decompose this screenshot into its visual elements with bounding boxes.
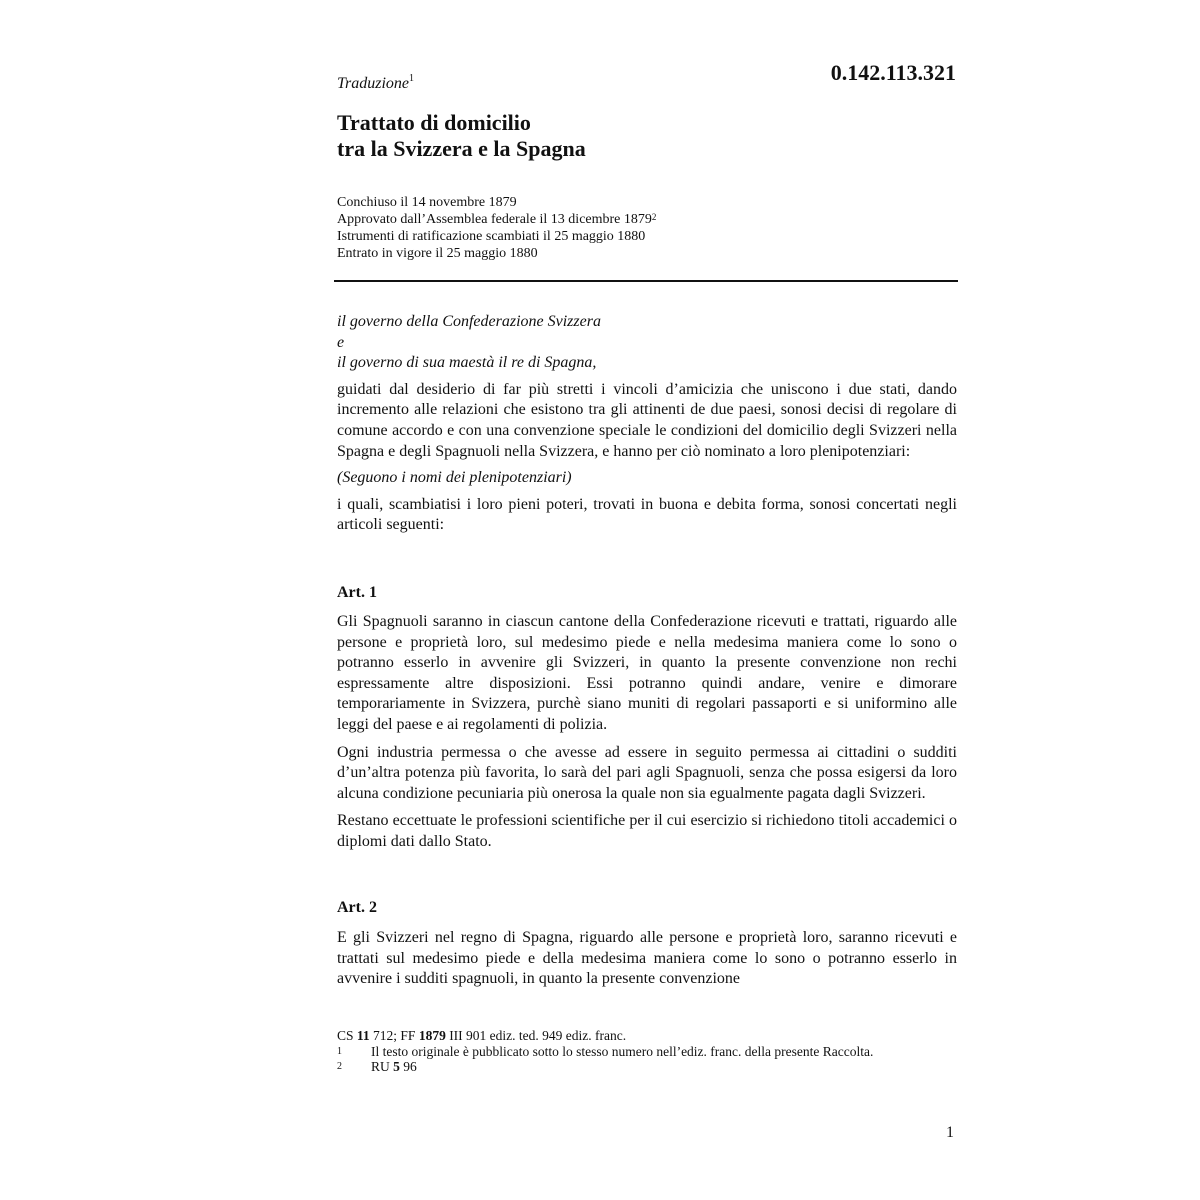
- header-divider: [334, 280, 958, 282]
- preamble-party-1: il governo della Confederazione Svizzera: [337, 313, 601, 330]
- footnotes: [337, 1028, 957, 1075]
- article-1-paragraph-3: Restano eccettuate le professioni scientifiche per il cui esercizio si richiedono titoli accademici o diplomi dati dallo Stato.: [337, 812, 957, 850]
- preamble-party-2: il governo di sua maestà il re di Spagna,: [337, 354, 597, 372]
- date-ratification: Istrumenti di ratificazione scambiati il 25 maggio 1880: [337, 229, 646, 244]
- date-approved-text: Approvato dall’Assemblea federale il 13 dicembre 1879: [337, 212, 652, 227]
- preamble-plenipotentiaries: (Seguono i nomi dei plenipotenziari): [337, 469, 572, 487]
- date-concluded: Conchiuso il 14 novembre 1879: [337, 195, 517, 210]
- article-1-paragraph-1: Gli Spagnuoli saranno in ciascun cantone della Confederazione ricevuti e trattati, riguardo alle persone e proprietà loro, sul medesimo piede e nella medesima maniera come lo sono o potranno esserlo in avvenire gli Svizzeri, in quanto la presente convenzione non rechi espressamente altre disposizioni. Essi potranno quindi andare, venire e dimorare temporariamente in Svizzera, purchè siano muniti di regolari passaporti e si uniformino alle leggi del paese e ai regolamenti di polizia.: [337, 613, 957, 733]
- article-2-body: [337, 928, 957, 990]
- article-2-heading: Art. 2: [337, 899, 377, 916]
- footnote-2-volume: 5: [393, 1059, 400, 1074]
- footnote-ref-1[interactable]: 1: [409, 73, 415, 84]
- date-approved: [337, 211, 656, 228]
- date-in-force: Entrato in vigore il 25 maggio 1880: [337, 246, 538, 261]
- source-year: 1879: [418, 1028, 446, 1043]
- footnote-1-text: Il testo originale è pubblicato sotto lo stesso numero nell’ediz. franc. della presente Raccolta.: [371, 1043, 874, 1059]
- source-suffix: III 901 ediz. ted. 949 ediz. franc.: [445, 1028, 627, 1043]
- title-line-2: tra la Svizzera e la Spagna: [337, 136, 586, 161]
- title-line-1: Trattato di domicilio: [337, 110, 531, 135]
- article-1-paragraph-2: Ogni industria permessa o che avesse ad essere in seguito permessa ai cittadini o sudditi d’un’altra potenza più favorita, lo sarà del pari agli Spagnuoli, senza che possa esigersi da loro alcuna condizione pecuniaria più onerosa la quale non sia egualmente pagata dagli Svizzeri.: [337, 743, 957, 802]
- page-number: 1: [946, 1124, 954, 1141]
- source-prefix: CS: [337, 1028, 357, 1043]
- source-volume: 11: [356, 1028, 370, 1043]
- article-1-body: [337, 612, 957, 853]
- footnote-1: [337, 1044, 957, 1060]
- sr-number: 0.142.113.321: [830, 60, 956, 85]
- article-1-heading: Art. 1: [337, 584, 377, 601]
- preamble-paragraph-1: guidati dal desiderio di far più stretti i vincoli d’amicizia che uniscono i due stati, dando incremento alle relazioni che esistono tra gli attinenti de due paesi, sonosi decisi di regolare di comune accordo e con una convenzione speciale le condizioni del domicilio degli Svizzeri nella Spagna e degli Spagnuoli nella Svizzera, e hanno per ciò nominato a loro plenipotenziari:: [337, 380, 957, 460]
- footnote-1-mark: 1: [337, 1045, 342, 1057]
- footnote-2-suffix: 96: [399, 1059, 417, 1074]
- footnote-2: [337, 1059, 957, 1075]
- source-reference: [337, 1028, 957, 1044]
- document-title: [337, 110, 586, 162]
- footnote-ref-2[interactable]: 2: [651, 212, 657, 222]
- footnote-2-mark: 2: [337, 1061, 342, 1072]
- preamble-and: e: [337, 333, 345, 351]
- translation-label: [337, 75, 414, 93]
- preamble: [337, 312, 957, 536]
- source-mid: 712; FF: [369, 1028, 419, 1043]
- footnote-2-text: [371, 1059, 957, 1075]
- treaty-dates: [337, 194, 656, 262]
- preamble-paragraph-2: i quali, scambiatisi i loro pieni poteri, trovati in buona e debita forma, sonosi concertati negli articoli seguenti:: [337, 495, 957, 534]
- article-2-paragraph-1: E gli Svizzeri nel regno di Spagna, riguardo alle persone e proprietà loro, saranno ricevuti e trattati sul medesimo piede e della medesima maniera come lo sono o potranno esserlo in avvenire i sudditi spagnuoli, in quanto la presente convenzione: [337, 929, 957, 988]
- translation-label-text: Traduzione: [337, 75, 410, 92]
- footnote-2-prefix: RU: [371, 1059, 394, 1074]
